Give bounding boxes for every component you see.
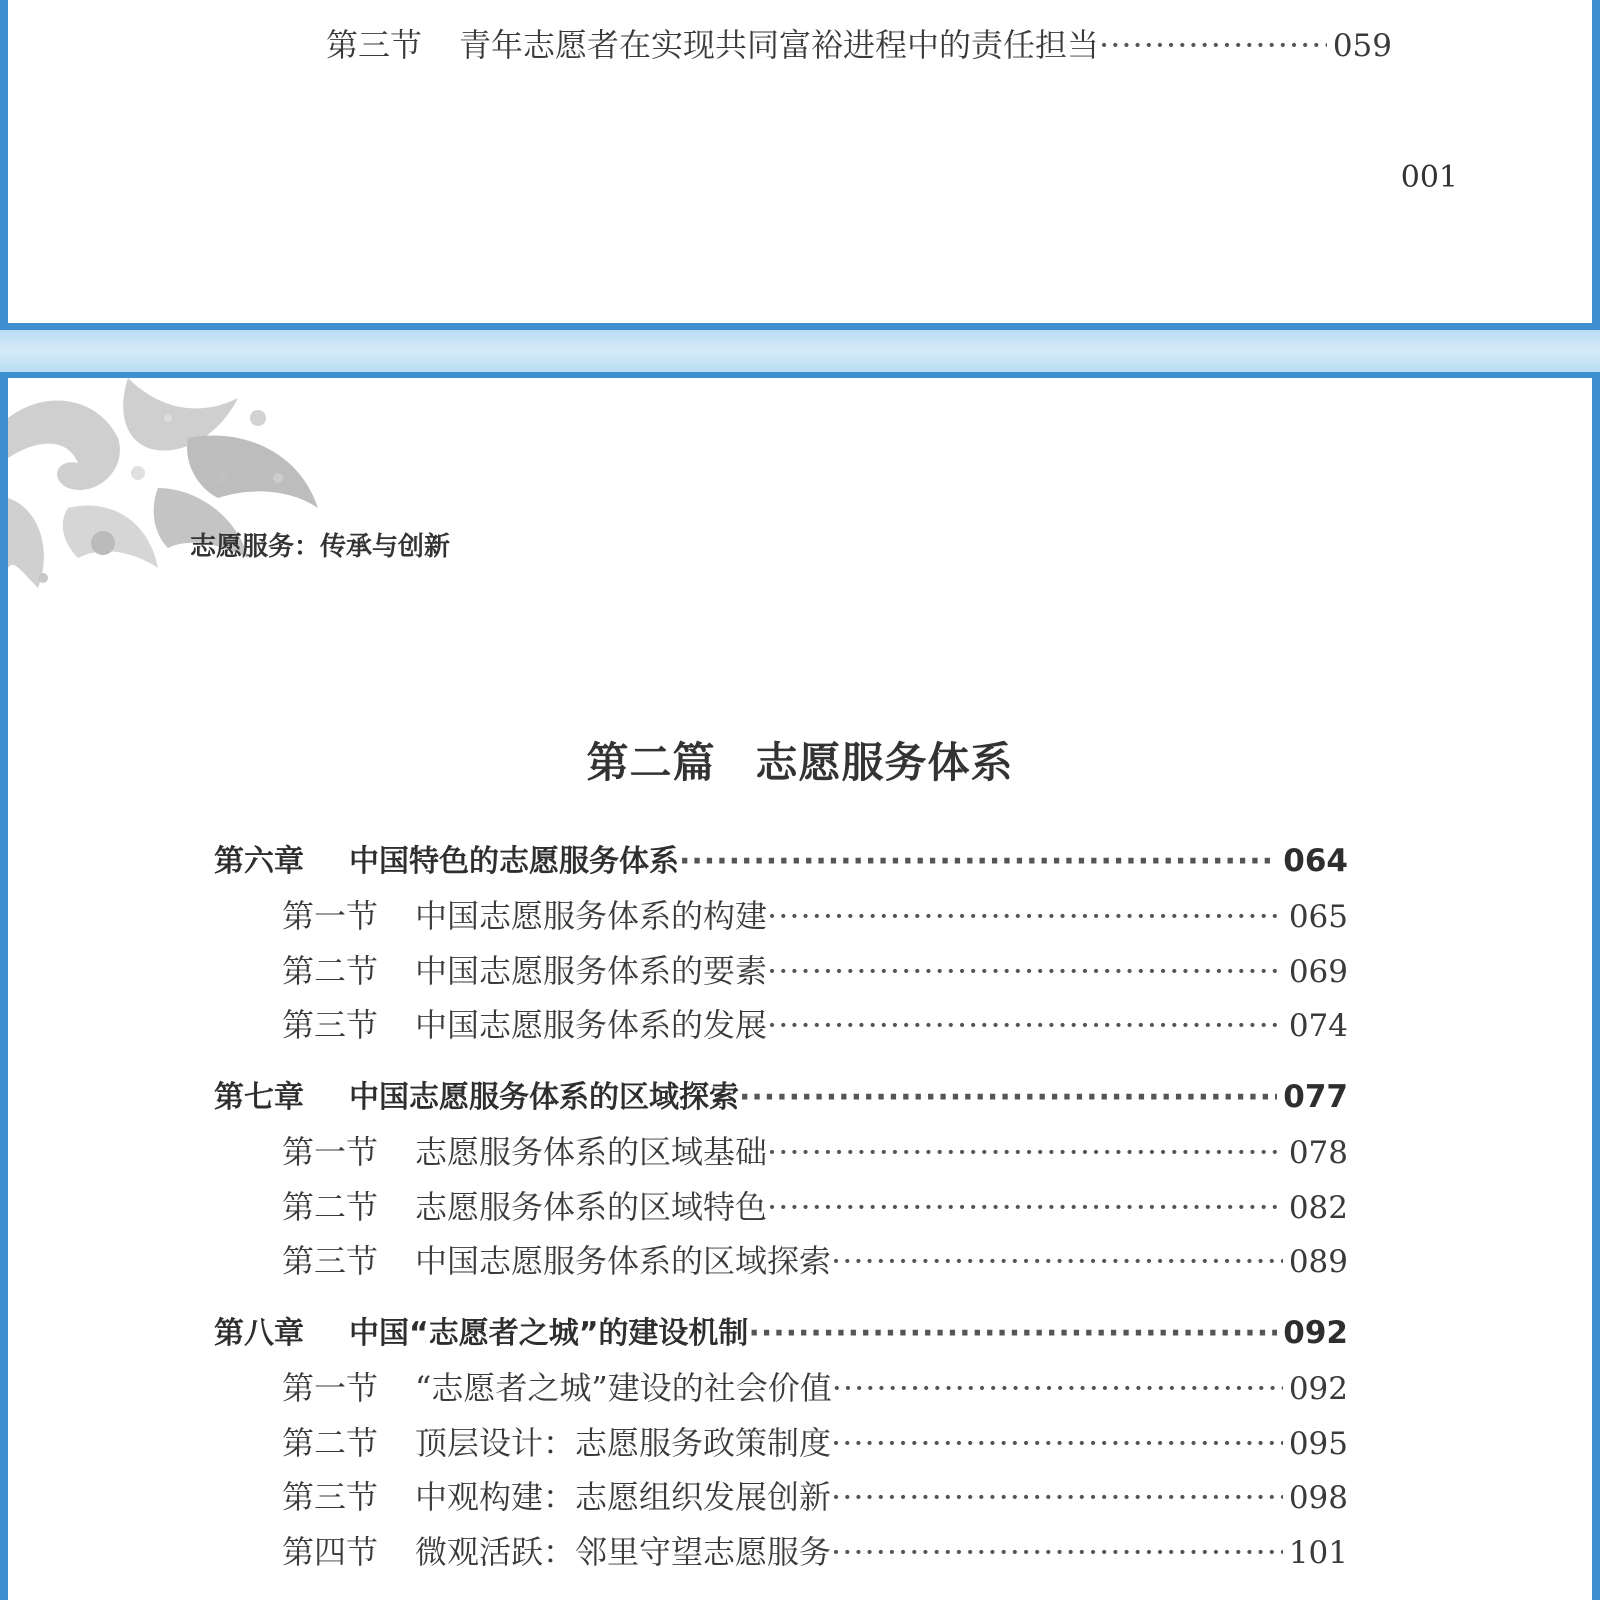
toc-section-entry[interactable] [282, 946, 1348, 992]
previous-page [0, 0, 1600, 330]
dot-leader [767, 897, 1283, 935]
chapter-number: 第七章 [214, 1080, 304, 1115]
section-title: 中观构建：志愿组织发展创新 [415, 1478, 832, 1516]
page-number: 001 [1400, 160, 1458, 195]
toc-chapter-entry[interactable] [214, 1308, 1348, 1352]
chapter-number: 第六章 [214, 844, 304, 879]
toc-section-entry[interactable] [282, 1418, 1348, 1464]
chapter-title: 中国特色的志愿服务体系 [349, 844, 679, 879]
section-page: 101 [1288, 1534, 1348, 1571]
current-page [0, 372, 1600, 1600]
section-title: 中国志愿服务体系的区域探索 [415, 1242, 832, 1280]
toc-section-entry[interactable] [282, 1127, 1348, 1173]
section-title: 中国志愿服务体系的构建 [415, 897, 768, 935]
section-page: 098 [1288, 1480, 1348, 1516]
toc-section-entry[interactable] [282, 1236, 1348, 1282]
section-page: 069 [1288, 953, 1348, 990]
part-name: 志愿服务体系 [755, 738, 1014, 787]
chapter-page: 077 [1283, 1079, 1348, 1115]
dot-leader [1099, 26, 1327, 64]
dot-leader [679, 844, 1277, 879]
section-title: 志愿服务体系的区域特色 [415, 1187, 768, 1226]
section-page: 092 [1288, 1371, 1348, 1407]
section-number: 第三节 [282, 1006, 379, 1044]
section-page: 065 [1288, 899, 1348, 935]
section-page: 059 [1332, 28, 1392, 64]
chapter-page: 064 [1283, 843, 1348, 879]
section-number: 第二节 [282, 1423, 379, 1462]
section-number: 第三节 [282, 1242, 379, 1280]
section-number: 第四节 [282, 1532, 379, 1571]
section-page: 089 [1288, 1244, 1348, 1280]
dot-leader [831, 1478, 1283, 1516]
section-number: 第一节 [282, 1133, 379, 1171]
dot-leader [767, 952, 1283, 990]
part-title [8, 730, 1592, 790]
chapter-title: 中国志愿服务体系的区域探索 [349, 1080, 739, 1115]
floral-ornament-icon [8, 378, 338, 608]
chapter-page: 092 [1283, 1315, 1348, 1351]
section-number: 第一节 [282, 897, 379, 935]
dot-leader [831, 1424, 1283, 1462]
dot-leader [767, 1188, 1283, 1226]
section-page: 082 [1288, 1189, 1348, 1226]
section-number: 第三节 [326, 26, 423, 64]
toc-section-entry[interactable] [282, 1363, 1348, 1409]
section-number: 第三节 [282, 1478, 379, 1516]
dot-leader [767, 1133, 1283, 1171]
section-title: 中国志愿服务体系的发展 [415, 1006, 768, 1044]
dot-leader [748, 1316, 1277, 1351]
section-number: 第一节 [282, 1369, 379, 1407]
dot-leader [739, 1080, 1277, 1115]
toc-section-entry[interactable] [282, 1527, 1348, 1573]
section-title: “志愿者之城”建设的社会价值 [415, 1369, 832, 1407]
running-header: 志愿服务：传承与创新 [190, 532, 451, 562]
toc-section-entry[interactable] [282, 1472, 1348, 1518]
section-title: 微观活跃：邻里守望志愿服务 [415, 1532, 832, 1571]
dot-leader [831, 1242, 1283, 1280]
page-separator [0, 330, 1600, 372]
dot-leader [831, 1533, 1283, 1571]
section-title: 顶层设计：志愿服务政策制度 [415, 1423, 832, 1462]
toc-section-entry[interactable] [282, 891, 1348, 937]
section-number: 第二节 [282, 1187, 379, 1226]
toc-section-entry[interactable] [282, 1182, 1348, 1228]
chapter-title: 中国“志愿者之城”的建设机制 [349, 1316, 749, 1351]
toc-chapter-entry[interactable] [214, 1072, 1348, 1116]
chapter-number: 第八章 [214, 1316, 304, 1351]
toc-section-entry[interactable] [282, 1000, 1348, 1046]
section-page: 078 [1288, 1135, 1348, 1171]
part-number: 第二篇 [586, 738, 716, 787]
section-number: 第二节 [282, 951, 379, 990]
toc-section-entry[interactable] [326, 20, 1392, 66]
dot-leader [832, 1369, 1283, 1407]
section-title: 青年志愿者在实现共同富裕进程中的责任担当 [459, 26, 1100, 64]
section-page: 095 [1288, 1425, 1348, 1462]
toc-chapter-entry[interactable] [214, 836, 1348, 880]
dot-leader [767, 1006, 1283, 1044]
section-title: 中国志愿服务体系的要素 [415, 951, 768, 990]
section-page: 074 [1288, 1008, 1348, 1044]
section-title: 志愿服务体系的区域基础 [415, 1133, 768, 1171]
